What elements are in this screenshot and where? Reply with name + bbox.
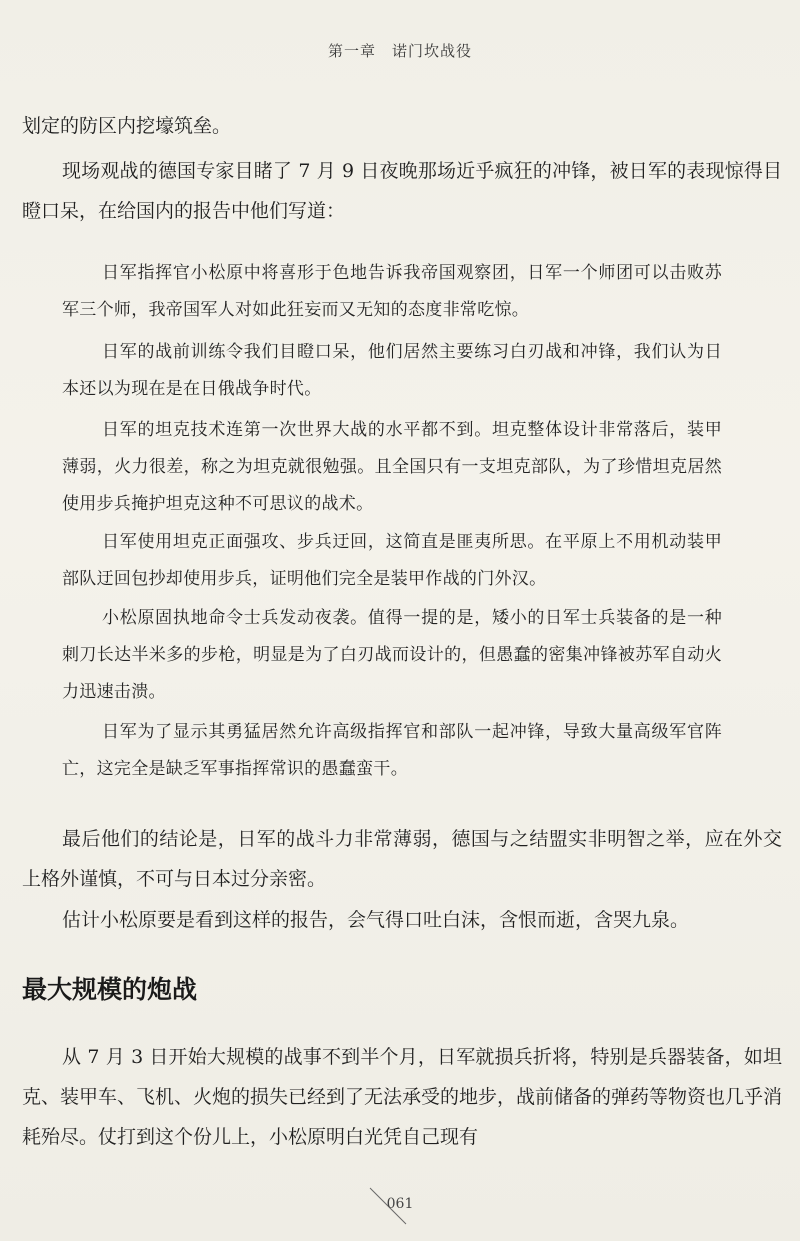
quote-komatsubara-boast: 日军指挥官小松原中将喜形于色地告诉我帝国观察团，日军一个师团可以击败苏军三个师，我帝国军人对如此狂妄而又无知的态度非常吃惊。 [62,263,722,320]
paragraph-observers: 现场观战的德国专家目睹了 7 月 9 日夜晚那场近乎疯狂的冲锋，被日军的表现惊得目瞪口呆，在给国内的报告中他们写道： [22,160,782,222]
quote-night-attack: 小松原固执地命令士兵发动夜袭。值得一提的是，矮小的日军士兵装备的是一种刺刀长达半米多的步枪，明显是为了白刃战而设计的，但愚蠢的密集冲锋被苏军自动火力迅速击溃。 [62,608,722,702]
running-head: 第一章 诺门坎战役 [327,42,472,60]
paragraph-continuation: 划定的防区内挖壕筑垒。 [22,115,232,137]
paragraph-estimate: 估计小松原要是看到这样的报告，会气得口吐白沫，含恨而逝，含哭九泉。 [62,909,690,931]
page-number: 061 [386,1196,414,1212]
quote-tank-technology: 日军的坦克技术连第一次世界大战的水平都不到。坦克整体设计非常落后，装甲薄弱，火力很差，称之为坦克就很勉强。且全国只有一支坦克部队，为了珍惜坦克居然使用步兵掩护坦克这种不可思议的战术。 [62,420,722,514]
quote-tank-tactics: 日军使用坦克正面强攻、步兵迂回，这简直是匪夷所思。在平原上不用机动装甲部队迂回包抄却使用步兵，证明他们完全是装甲作战的门外汉。 [62,532,722,589]
quote-officers-charge: 日军为了显示其勇猛居然允许高级指挥官和部队一起冲锋，导致大量高级军官阵亡，这完全是缺乏军事指挥常识的愚蠢蛮干。 [62,722,722,779]
paragraph-section-intro: 从 7 月 3 日开始大规模的战事不到半个月，日军就损兵折将，特别是兵器装备，如坦克、装甲车、飞机、火炮的损失已经到了无法承受的地步，战前储备的弹药等物资也几乎消耗殆尽。仗打到这个份儿上，小松原明白光凭自己现有 [22,1046,783,1148]
paragraph-conclusion: 最后他们的结论是，日军的战斗力非常薄弱，德国与之结盟实非明智之举，应在外交上格外谨慎，不可与日本过分亲密。 [22,828,782,890]
quote-training: 日军的战前训练令我们目瞪口呆，他们居然主要练习白刃战和冲锋，我们认为日本还以为现在是在日俄战争时代。 [62,342,722,399]
section-heading: 最大规模的炮战 [22,975,198,1004]
